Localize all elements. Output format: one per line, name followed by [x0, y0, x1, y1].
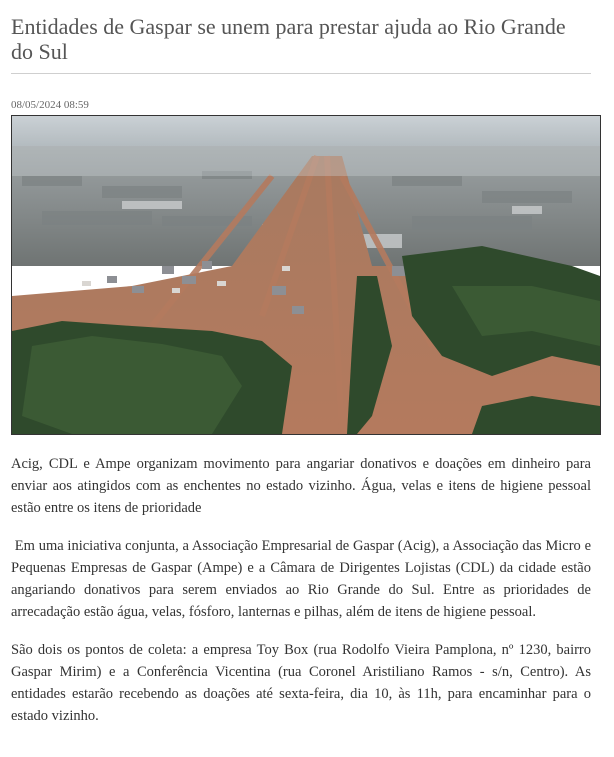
article-paragraph: Em uma iniciativa conjunta, a Associação Empresarial de Gaspar (Acig), a Associação das Micro e Pequenas Empresas de Gaspar (Ampe) e a Câmara de Dirigentes Lojistas (CDL) da cidade estão angariando donativos para serem enviados ao Rio Grande do Sul. Entre as prioridades de arrecadação estão água, velas, fósforo, lanternas e pilhas, além de itens de higiene pessoal. — [11, 538, 595, 620]
article-paragraph: São dois os pontos de coleta: a empresa Toy Box (rua Rodolfo Vieira Pamplona, nº 1230, bairro Gaspar Mirim) e a Conferência Vicentina (rua Coronel Aristiliano Ramos - s/n, Centro). As entidades estarão recebendo as doações até sexta-feira, dia 10, às 11h, para encaminhar para o estado vizinho. — [11, 642, 591, 724]
article-photo — [11, 115, 601, 435]
article — [11, 0, 595, 727]
publish-date: 08/05/2024 08:59 — [11, 99, 89, 111]
title-divider — [11, 73, 591, 74]
article-title: Entidades de Gaspar se unem para prestar ajuda ao Rio Grande do Sul — [11, 14, 566, 64]
flooded-city-aerial-photo — [12, 116, 600, 434]
article-lead-paragraph: Acig, CDL e Ampe organizam movimento para angariar donativos e doações em dinheiro para enviar aos atingidos com as enchentes no estado vizinho. Água, velas e itens de higiene pessoal estão entre os itens de prioridade — [11, 456, 591, 516]
